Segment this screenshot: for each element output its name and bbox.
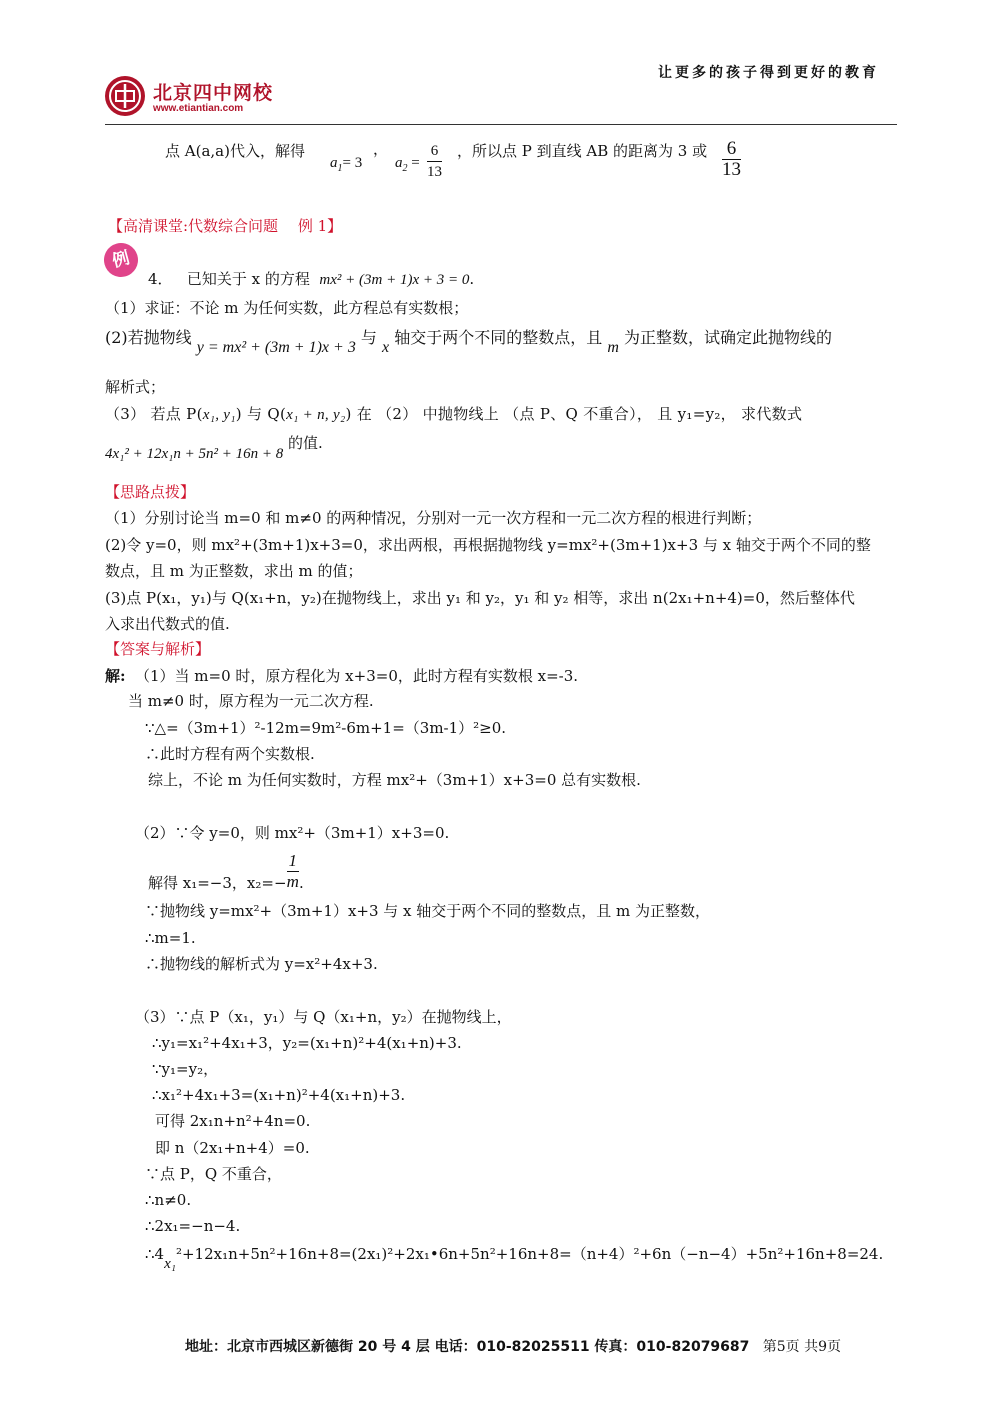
hint-line-5: 入求出代数式的值. <box>105 615 230 633</box>
answer-s3-4: ∴x₁²+4x₁+3=(x₁+n)²+4(x₁+n)+3. <box>152 1086 406 1104</box>
answer-s2-5: ∴抛物线的解析式为 y=x²+4x+3. <box>145 955 378 973</box>
answer-s1-2: 当 m≠0 时，原方程为一元二次方程. <box>128 692 374 710</box>
problem-part-1: （1）求证：不论 m 为任何实数，此方程总有实数根； <box>105 299 469 317</box>
logo-url: www.etiantian.com <box>153 103 244 114</box>
footer <box>185 1336 841 1356</box>
answer-s3-10: ∴4x₁²+12x₁n+5n²+16n+8=(2x₁)²+2x₁•6n+5n²+16n+8=（n+4）²+6n（−n−4）+5n²+16n+8=24. <box>145 1245 884 1272</box>
section-title: 【高清课堂:代数综合问题 例 1】 <box>108 217 343 235</box>
problem-part-3: （3） 若点 P(x₁, y₁) 与 Q(x₁ + n, y₂) 在 （2） 中抛物线上 （点 P、Q 不重合）， 且 y₁=y₂， 求代数式 <box>105 405 803 423</box>
intro-fraction: $\frac{6}{13}$ <box>427 143 442 180</box>
logo <box>103 72 303 122</box>
intro-fraction-2: $\frac{6}{13}$ <box>722 138 741 180</box>
answer-s1-4: ∴此时方程有两个实数根. <box>145 745 315 763</box>
hint-line-2: (2)令 y=0，则 mx²+(3m+1)x+3=0，求出两根，再根据抛物线 y=mx²+(3m+1)x+3 与 x 轴交于两个不同的整 <box>105 536 871 554</box>
intro-a2: $a_2$ = <box>395 155 420 174</box>
answer-title: 【答案与解析】 <box>105 640 211 658</box>
footer-page: 第5页 共9页 <box>762 1339 842 1355</box>
problem-stem: 4． 已知关于 x 的方程 mx² + (3m + 1)x + 3 = 0. <box>148 270 475 288</box>
example-badge-icon: 例 <box>100 239 142 281</box>
answer-s3-3: ∵y₁=y₂， <box>152 1060 219 1078</box>
intro-comma: ， <box>373 140 389 158</box>
answer-s3-7: ∵点 P，Q 不重合， <box>145 1165 282 1183</box>
answer-s2-2: 解得 x₁=−3，x₂=− $\frac{1}{m}$ . <box>148 851 304 892</box>
logo-emblem-icon <box>103 74 147 118</box>
problem-part-2-cont: 解析式； <box>105 378 166 396</box>
hint-line-3: 数点，且 m 为正整数，求出 m 的值； <box>105 562 363 580</box>
answer-s3-6: 即 n（2x₁+n+4）=0. <box>155 1139 310 1157</box>
answer-s1-5: 综上，不论 m 为任何实数时，方程 mx²+（3m+1）x+3=0 总有实数根. <box>148 771 641 789</box>
answer-s1-1: （1）当 m=0 时，原方程化为 x+3=0，此时方程有实数根 x=-3. <box>135 667 579 685</box>
hint-line-1: （1）分别讨论当 m=0 和 m≠0 的两种情况，分别对一元一次方程和一元二次方程的根进行判断； <box>105 509 762 527</box>
answer-s3-8: ∴n≠0. <box>145 1191 192 1209</box>
hint-line-4: (3)点 P(x₁，y₁)与 Q(x₁+n，y₂)在抛物线上，求出 y₁ 和 y₂，y₁ 和 y₂ 相等，求出 n(2x₁+n+4)=0，然后整体代 <box>105 589 855 607</box>
answer-s2-1: （2）∵令 y=0，则 mx²+（3m+1）x+3=0. <box>135 824 450 842</box>
header-rule <box>105 124 897 125</box>
logo-name: 北京四中网校 <box>153 82 274 104</box>
header-slogan: 让更多的孩子得到更好的教育 <box>658 65 879 81</box>
answer-s2-4: ∴m=1. <box>145 929 196 947</box>
answer-s1-3: ∵△=（3m+1）²-12m=9m²-6m+1=（3m-1）²≥0. <box>145 719 507 737</box>
footer-address: 地址：北京市西城区新德街 20 号 4 层 电话：010-82025511 传真：010-82079687 <box>185 1339 750 1355</box>
answer-s3-9: ∴2x₁=−n−4. <box>145 1217 241 1235</box>
intro-text-b: ，所以点 P 到直线 AB 的距离为 3 或 <box>457 142 708 160</box>
answer-s3-2: ∴y₁=x₁²+4x₁+3，y₂=(x₁+n)²+4(x₁+n)+3. <box>152 1034 462 1052</box>
intro-a1: $a_1= 3$ <box>330 155 363 174</box>
answer-s3-1: （3）∵点 P（x₁，y₁）与 Q（x₁+n，y₂）在抛物线上， <box>135 1008 512 1026</box>
answer-jie: 解: <box>105 667 126 685</box>
problem-part-3-expr: 4x₁² + 12x₁n + 5n² + 16n + 8 的值. <box>105 434 323 462</box>
intro-text-a: 点 A(a,a)代入，解得 <box>165 142 305 160</box>
answer-s3-5: 可得 2x₁n+n²+4n=0. <box>155 1112 311 1130</box>
hint-title: 【思路点拨】 <box>105 483 196 501</box>
answer-s2-3: ∵抛物线 y=mx²+（3m+1）x+3 与 x 轴交于两个不同的整数点，且 m 为正整数， <box>145 902 711 920</box>
problem-part-2: (2)若抛物线 y = mx² + (3m + 1)x + 3 与 x 轴交于两个不同的整数点，且 m 为正整数，试确定此抛物线的 <box>105 328 833 356</box>
